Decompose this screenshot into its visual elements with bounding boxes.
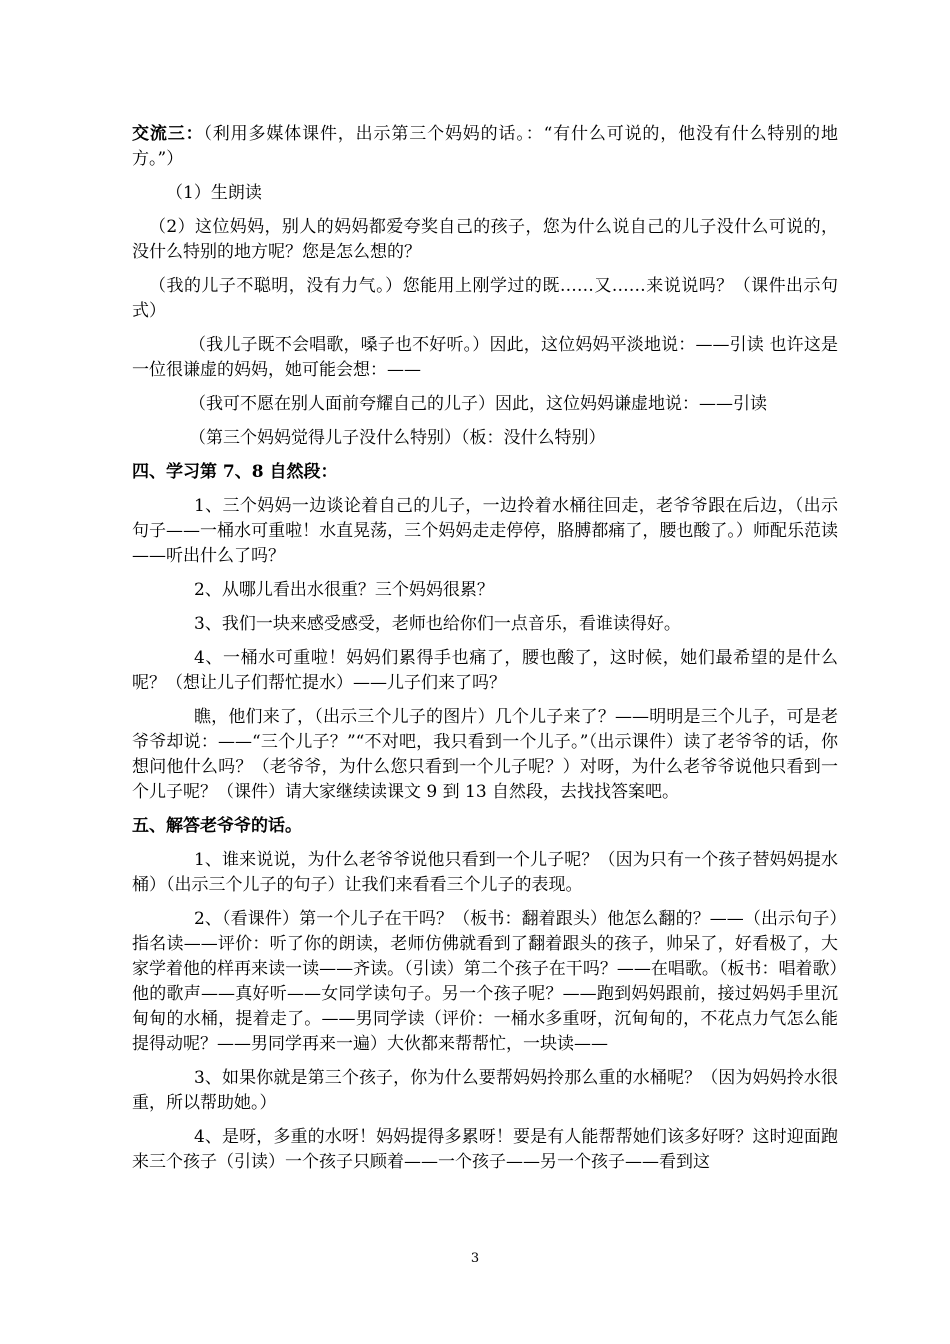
- jiaoliu3-text: （利用多媒体课件，出示第三个妈妈的话。：“有什么可说的，他没有什么特别的地方。”）: [132, 124, 838, 169]
- page-number: 3: [470, 1251, 480, 1266]
- section5-paragraph-4: 4、是呀，多重的水呀！妈妈提得多累呀！要是有人能帮帮她们该多好呀？这时迎面跑来三个孩子（引读）一个孩子只顾着——一个孩子——另一个孩子——看到这: [132, 1127, 838, 1172]
- section-heading-5: 五、解答老爷爷的话。: [132, 816, 302, 836]
- section4-paragraph-2: 2、从哪儿看出水很重？三个妈妈很累？: [194, 580, 494, 600]
- section5-paragraph-2: 2、（看课件）第一个儿子在干吗？（板书：翻着跟头）他怎么翻的？——（出示句子）指名读——评价：听了你的朗读，老师仿佛就看到了翻着跟头的孩子，帅呆了，好看极了，大家学着他的样再来读一读——齐读。（引读）第二个孩子在干吗？——在唱歌。（板书：唱着歌）他的歌声——真好听——女同学读句子。另一个孩子呢？——跑到妈妈跟前，接过妈妈手里沉甸甸的水桶，提着走了。——男同学读（评价：一桶水多重呀，沉甸甸的，不花点力气怎么能提得动呢？——男同学再来一遍）大伙都来帮帮忙，一块读——: [132, 909, 838, 1054]
- paragraph-answer3: （我可不愿在别人面前夸耀自己的儿子）因此，这位妈妈谦虚地说：——引读: [189, 394, 767, 414]
- paragraph-step1: （1）生朗读: [166, 183, 262, 203]
- paragraph-answer4: （第三个妈妈觉得儿子没什么特别）（板：没什么特别）: [189, 428, 606, 448]
- paragraph-answer2: （我儿子既不会唱歌，嗓子也不好听。）因此，这位妈妈平淡地说：——引读 也许这是一位很谦虚的妈妈，她可能会想：——: [132, 335, 838, 380]
- paragraph-answer1: （我的儿子不聪明，没有力气。）您能用上刚学过的既……又……来说说吗？（课件出示句式）: [132, 276, 838, 321]
- paragraph-step2: （2）这位妈妈，别人的妈妈都爱夸奖自己的孩子，您为什么说自己的儿子没什么可说的，没什么特别的地方呢？您是怎么想的？: [132, 217, 838, 262]
- document-body: [132, 122, 838, 1175]
- section4-paragraph-4: 4、一桶水可重啦！妈妈们累得手也痛了，腰也酸了，这时候，她们最希望的是什么呢？（想让儿子们帮忙提水）——儿子们来了吗？: [132, 648, 838, 693]
- jiaoliu3-lead: 交流三：: [132, 124, 204, 144]
- section-heading-4: 四、学习第 7、8 自然段：: [132, 462, 338, 482]
- section4-paragraph-5: 瞧，他们来了，（出示三个儿子的图片）几个儿子来了？——明明是三个儿子，可是老爷爷却说：——“三个儿子？”“不对吧，我只看到一个儿子。”（出示课件）读了老爷爷的话，你想问他什么吗？（老爷爷，为什么您只看到一个儿子呢？）对呀，为什么老爷爷说他只看到一个儿子呢？（课件）请大家继续读课文 9 到 13 自然段，去找找答案吧。: [132, 707, 838, 802]
- section4-paragraph-1: 1、三个妈妈一边谈论着自己的儿子，一边拎着水桶往回走，老爷爷跟在后边，（出示句子——一桶水可重啦！水直晃荡，三个妈妈走走停停，胳膊都痛了，腰也酸了。）师配乐范读——听出什么了吗？: [132, 496, 838, 566]
- section4-paragraph-3: 3、我们一块来感受感受，老师也给你们一点音乐，看谁读得好。: [194, 614, 681, 634]
- section5-paragraph-1: 1、谁来说说，为什么老爷爷说他只看到一个儿子呢？（因为只有一个孩子替妈妈提水桶）（出示三个儿子的句子）让我们来看看三个儿子的表现。: [132, 850, 838, 895]
- paragraph-jiaoliu3: [132, 122, 838, 172]
- section5-paragraph-3: 3、如果你就是第三个孩子，你为什么要帮妈妈拎那么重的水桶呢？（因为妈妈拎水很重，所以帮助她。）: [132, 1068, 838, 1113]
